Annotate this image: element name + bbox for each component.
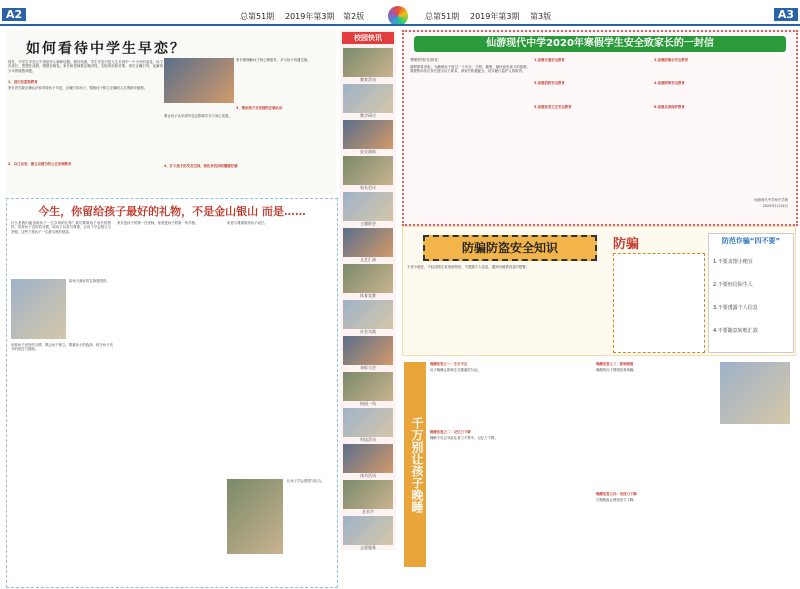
campus-photo xyxy=(343,228,393,257)
parent-child-photo xyxy=(11,279,66,339)
article-early-love xyxy=(6,30,336,195)
campus-photo xyxy=(343,444,393,473)
letter-date: 2020年1月14日 xyxy=(762,204,788,208)
campus-photo-caption: 表彰大会 xyxy=(360,365,376,370)
article-heading-4: 4、扩大孩子的交友空间，淡化异性间的朦胧好感 xyxy=(164,164,238,168)
article-title: 如何看待中学生早恋？ xyxy=(26,41,186,57)
article2-body-d: 用爱与尊重陪伴孩子成长。 xyxy=(227,221,268,225)
campus-list-item xyxy=(343,192,393,228)
campus-list-item xyxy=(343,480,393,516)
article2-body-a: 给孩子最好的礼物是陪伴。 xyxy=(69,279,110,283)
letter-list-item: 4.加强网络安全教育 xyxy=(654,81,685,86)
campus-list-item xyxy=(343,372,393,408)
late-sleep-heading-1: 晚睡危害之一：生长不良 xyxy=(430,362,468,366)
issue-right: 总第51期 xyxy=(425,12,460,21)
campus-photo-caption: 安全演练 xyxy=(360,149,376,154)
page-code-left: A2 xyxy=(2,8,26,21)
couple-photo xyxy=(164,58,234,103)
issue-left: 总第51期 xyxy=(240,12,275,21)
campus-list-item xyxy=(343,300,393,336)
article-best-gift xyxy=(6,198,338,588)
campus-photo xyxy=(343,84,393,113)
article2-intro: 什么是我们能送给孩子一生享用的礼物？我们要做孩子成长的榜样，培养孩子良好的习惯，给孩子以爱与尊重，让孩子学会独立与坚强，这些才是孩子一生最宝贵的财富。 xyxy=(11,221,111,234)
campus-list-item xyxy=(343,156,393,192)
campus-photo xyxy=(343,48,393,77)
fraud-box xyxy=(708,233,794,353)
letter-list-item: 2.加强防溺水安全教育 xyxy=(654,58,689,62)
campus-list-item xyxy=(343,264,393,300)
article-heading-1: 1、进行恋爱观教育 xyxy=(8,80,38,84)
late-sleep-heading-3: 晚睡危害之三：影响情绪 xyxy=(596,362,634,366)
edition-left: 第2版 xyxy=(343,12,365,21)
campus-photo xyxy=(343,336,393,365)
late-sleep-heading-4: 晚睡危害之四：免疫力下降 xyxy=(596,492,637,496)
article-body-1: 家长首先要正确认识和对待孩子早恋，正确引导孩子，帮助孩子树立正确的人生观和价值观。 xyxy=(8,86,148,90)
fraud-box-items xyxy=(713,258,789,350)
campus-photo-caption: 教育活动 xyxy=(360,77,376,82)
campus-photo xyxy=(343,300,393,329)
letter-title: 仙游现代中学2020年寒假学生安全致家长的一封信 xyxy=(414,36,786,52)
fraud-box-item: 3.不要透露个人信息 xyxy=(713,305,758,311)
campus-photo xyxy=(343,192,393,221)
campus-list-item xyxy=(343,408,393,444)
late-sleep-heading-2: 晚睡危害之二：记忆力下降 xyxy=(430,430,471,434)
campus-list-item xyxy=(343,516,393,552)
campus-photo xyxy=(343,516,393,545)
article-heading-2: 2、自己以身，建立以理为的公正协调教育 xyxy=(8,162,72,166)
campus-photo-caption: 科技活动 xyxy=(360,437,376,442)
campus-photo xyxy=(343,372,393,401)
page-header xyxy=(0,0,800,26)
campus-list-item xyxy=(343,48,393,84)
family-photo xyxy=(227,479,283,554)
letter-list-item: 3.加强消防安全教育 xyxy=(534,81,565,86)
article-body-2: 家长要理解孩子的心理需求，多与孩子沟通交流。 xyxy=(236,58,311,62)
campus-news-column xyxy=(340,30,396,550)
campus-photo xyxy=(343,156,393,185)
fraud-heading: 防骗 xyxy=(613,237,640,252)
campus-photo-list xyxy=(343,48,393,552)
article2-title: 今生，你留给孩子最好的礼物，不是金山银山 而是…… xyxy=(38,205,306,218)
campus-photo-caption: 体育竞赛 xyxy=(360,293,376,298)
campus-list-item xyxy=(343,84,393,120)
campus-photo-caption: 社会实践 xyxy=(360,329,376,334)
late-sleep-body-1: 孩子晚睡会影响生长激素的分泌。 xyxy=(430,368,481,372)
fraud-prevention-section xyxy=(402,226,796,356)
article2-body-b: 培养孩子良好的习惯，教会孩子独立，尊重孩子的选择，给予孩子充分的信任与鼓励。 xyxy=(11,343,113,352)
article-body-3: 要让孩子认识到早恋会影响学习与身心发展。 xyxy=(164,114,232,118)
late-sleep-section xyxy=(402,358,794,586)
campus-photo xyxy=(343,264,393,293)
article2-body-e: 让孩子学会感恩与担当。 xyxy=(287,479,325,483)
letter-salutation: 尊敬的家长朋友： xyxy=(410,58,442,62)
campus-photo-caption: 教学研讨 xyxy=(360,113,376,118)
late-sleep-vertical-title: 千万别让孩子晚睡 xyxy=(404,362,426,567)
letter-list-item: 1.加强交通安全教育 xyxy=(534,58,565,62)
year-issue-right: 2019年第3期 xyxy=(470,12,520,21)
campus-news-label: 校园快讯 xyxy=(342,32,394,44)
campus-photo-caption: 家长会议 xyxy=(360,185,376,190)
letter-list-item: 6.加强自我保护教育 xyxy=(654,104,685,109)
fraud-body: 不贪小便宜，不轻信陌生来电和短信，不透露个人信息，遇到可疑情况及时报警。 xyxy=(407,265,530,269)
campus-list-item xyxy=(343,444,393,480)
campus-photo xyxy=(343,408,393,437)
campus-photo-caption: 文艺汇演 xyxy=(360,257,376,262)
article-heading-3: 3、帮助孩子对恋情的正确认识 xyxy=(236,106,283,110)
campus-photo-caption: 艺术节 xyxy=(362,509,374,514)
page-code-right: A3 xyxy=(774,8,798,21)
fraud-poster xyxy=(613,253,705,353)
late-sleep-body-3: 晚睡的孩子情绪容易烦躁。 xyxy=(596,368,637,372)
child-phone-photo xyxy=(720,362,790,424)
letter-body: 寒假即将来临，为确保孩子度过一个安全、文明、健康、愉快而有意义的寒假，我校特向各位家长提出以下要求，请家长积极配合，切实履行监护人的职责。 xyxy=(410,65,530,74)
late-sleep-body-2: 睡眠不足会导致注意力不集中、记忆力下降。 xyxy=(430,436,498,440)
edition-right: 第3版 xyxy=(530,12,552,21)
fraud-box-item: 2.不要轻信陌生人 xyxy=(713,282,753,288)
safety-letter xyxy=(402,30,798,226)
campus-photo-caption: 主题班会 xyxy=(360,221,376,226)
campus-photo xyxy=(343,120,393,149)
letter-sign: 仙游现代中学家长学校 xyxy=(754,198,788,202)
campus-list-item xyxy=(343,228,393,264)
campus-list-item xyxy=(343,336,393,372)
fraud-box-title: 防范诈骗“四不要” xyxy=(721,237,781,245)
campus-list-item xyxy=(343,120,393,156)
campus-photo-caption: 读书活动 xyxy=(360,473,376,478)
letter-list xyxy=(534,58,784,128)
late-sleep-body-4: 长期熬夜会使免疫力下降。 xyxy=(596,498,637,502)
letter-list-item: 5.加强饮食卫生安全教育 xyxy=(534,104,572,109)
fraud-banner: 防骗防盗安全知识 xyxy=(423,235,597,261)
fraud-box-item: 4.不要随意转账汇款 xyxy=(713,328,758,334)
campus-photo-caption: 志愿服务 xyxy=(360,545,376,550)
header-rule xyxy=(0,24,800,26)
year-issue-left: 2019年第3期 xyxy=(285,12,335,21)
pinwheel-logo-icon xyxy=(388,6,408,26)
fraud-box-item: 1.不要贪图小便宜 xyxy=(713,259,753,265)
campus-photo-caption: 校园一角 xyxy=(360,401,376,406)
article2-body-c: 家长是孩子的第一任老师，家庭是孩子的第一所学校。 xyxy=(117,221,199,225)
article-intro: 现在，中学生早恋已不再是什么新鲜话题。我们知道，学生早恋只是人生长河中一个小小的浪花，孩子在成长，思想在成熟，情感在萌发。家长和老师要正确对待，实际现状和对策，家长正确引导，化解青少年的情感问题。 xyxy=(8,60,163,73)
campus-photo xyxy=(343,480,393,509)
